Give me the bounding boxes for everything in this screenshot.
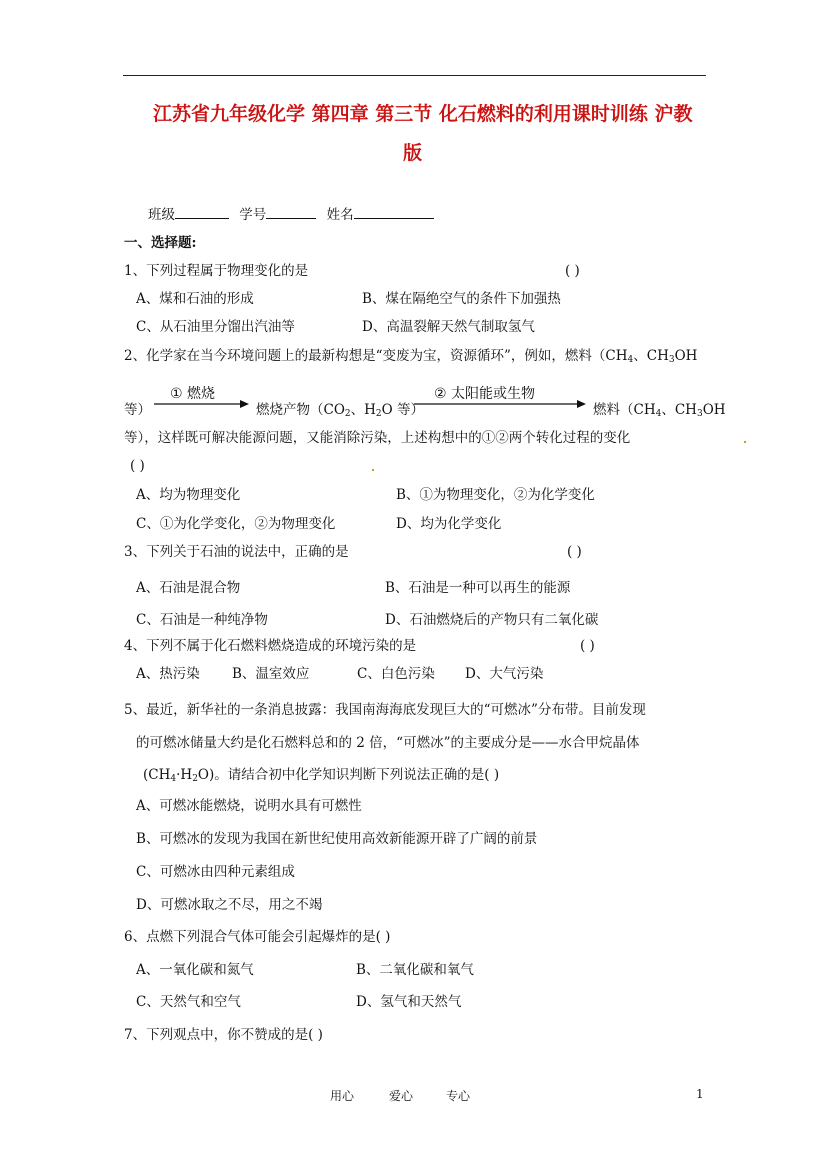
fuel-sub2: 3 (696, 409, 703, 419)
product-sub: 2 (344, 409, 351, 419)
q2-stem-end: 、CH (633, 348, 669, 364)
header-rule (123, 75, 706, 76)
product-text: 燃烧产物（CO (256, 402, 345, 418)
q2-stem-sub2: 3 (668, 355, 675, 365)
q5-l3-a: (CH (143, 767, 171, 783)
arrow-right-icon (154, 383, 249, 413)
name-label: 姓名 (326, 207, 354, 223)
q2-stem-sub: 4 (627, 355, 634, 365)
q5-option-b[interactable]: B、可燃冰的发现为我国在新世纪使用高效新能源开辟了广阔的前景 (136, 831, 538, 847)
q5-line2: 的可燃冰储量大约是化石燃料总和的 2 倍，“可燃冰”的主要成分是——水合甲烷晶体 (136, 735, 640, 751)
product-sub2: 2 (375, 409, 382, 419)
q5-l3-sub2: 2 (192, 774, 198, 784)
q3-stem: 3、下列关于石油的说法中，正确的是 (124, 544, 349, 560)
q5-l3-sub: 4 (170, 774, 177, 784)
q5-option-d[interactable]: D、可燃冰取之不尽，用之不竭 (136, 897, 323, 913)
q2-fuel (593, 401, 726, 423)
class-blank[interactable] (175, 205, 229, 219)
class-label: 班级 (148, 207, 175, 223)
q2-stem-text: 2、化学家在当今环境问题上的最新构想是“变废为宝，资源循环”，例如，燃料（CH (124, 348, 628, 364)
q2-stem (124, 347, 697, 369)
footer-motto-1: 用心 (330, 1089, 355, 1103)
q2-option-b[interactable]: B、①为物理变化，②为化学变化 (396, 487, 595, 503)
q6-option-b[interactable]: B、二氧化碳和氧气 (356, 962, 474, 978)
footer-motto-2: 爱心 (389, 1089, 414, 1103)
q6-option-c[interactable]: C、天然气和空气 (136, 994, 241, 1010)
q6-stem: 6、点燃下列混合气体可能会引起爆炸的是( ) (124, 929, 391, 945)
id-blank[interactable] (266, 205, 316, 219)
q5-option-c[interactable]: C、可燃冰由四种元素组成 (136, 864, 295, 880)
q7-stem: 7、下列观点中，你不赞成的是( ) (124, 1027, 323, 1043)
q2-line2-start: 等） (124, 402, 151, 418)
q3-answer-bracket[interactable]: ( ) (567, 544, 582, 560)
q4-option-b[interactable]: B、温室效应 (232, 666, 310, 682)
arrow2-label: ② 太阳能或生物 (434, 386, 536, 402)
fuel-sub: 4 (655, 409, 662, 419)
doc-title-line2: 版 (403, 142, 423, 164)
q4-option-c[interactable]: C、白色污染 (357, 666, 435, 682)
q1-stem: 1、下列过程属于物理变化的是 (124, 263, 309, 279)
q1-option-c[interactable]: C、从石油里分馏出汽油等 (136, 319, 295, 335)
q4-stem: 4、下列不属于化石燃料燃烧造成的环境污染的是 (124, 638, 417, 654)
student-info (148, 205, 434, 224)
q5-option-a[interactable]: A、可燃冰能燃烧，说明水具有可燃性 (136, 798, 362, 814)
q3-option-c[interactable]: C、石油是一种纯净物 (136, 612, 268, 628)
fuel-end: OH (702, 402, 726, 418)
q2-product (256, 401, 424, 423)
q3-option-b[interactable]: B、石油是一种可以再生的能源 (385, 580, 571, 596)
speck (372, 469, 374, 471)
q2-option-c[interactable]: C、①为化学变化，②为物理变化 (136, 516, 336, 532)
q5-line3 (143, 766, 499, 788)
q3-option-d[interactable]: D、石油燃烧后的产物只有二氧化碳 (385, 612, 599, 628)
product-mid: 、H (350, 402, 376, 418)
q1-answer-bracket[interactable]: ( ) (565, 263, 580, 279)
fuel-mid: 、CH (661, 402, 697, 418)
q3-option-a[interactable]: A、石油是混合物 (136, 580, 241, 596)
q5-l3-b: ·H (176, 767, 193, 783)
q1-option-a[interactable]: A、煤和石油的形成 (136, 291, 254, 307)
q2-arrow-2 (414, 383, 586, 413)
q2-arrow-1 (154, 383, 249, 413)
q5-line1: 5、最近，新华社的一条消息披露：我国南海海底发现巨大的“可燃冰”分布带。目前发现 (124, 702, 646, 718)
fuel-text: 燃料（CH (593, 402, 656, 418)
q2-option-d[interactable]: D、均为化学变化 (396, 516, 502, 532)
product-end: O 等） (381, 402, 425, 418)
id-label: 学号 (239, 207, 267, 223)
q2-answer-bracket[interactable]: ( ) (130, 458, 145, 474)
name-blank[interactable] (354, 205, 434, 219)
section-heading: 一、选择题: (124, 235, 197, 251)
arrow-right-icon (414, 383, 586, 413)
q6-option-d[interactable]: D、氢气和天然气 (356, 994, 462, 1010)
q4-answer-bracket[interactable]: ( ) (580, 638, 595, 654)
arrow1-label: ① 燃烧 (170, 386, 216, 402)
q5-l3-c: O)。请结合初中化学知识判断下列说法正确的是( ) (197, 767, 500, 783)
q4-option-d[interactable]: D、大气污染 (465, 666, 544, 682)
q2-line3: 等），这样既可解决能源问题，又能消除污染，上述构想中的①②两个转化过程的变化 (124, 430, 631, 446)
footer-motto-3: 专心 (446, 1089, 471, 1103)
q2-option-a[interactable]: A、均为物理变化 (136, 487, 241, 503)
speck (744, 441, 746, 443)
q4-option-a[interactable]: A、热污染 (136, 666, 200, 682)
page-number: 1 (696, 1087, 704, 1101)
q1-option-b[interactable]: B、煤在隔绝空气的条件下加强热 (362, 291, 561, 307)
doc-title-line1: 江苏省九年级化学 第四章 第三节 化石燃料的利用课时训练 沪教 (153, 103, 693, 125)
q1-option-d[interactable]: D、高温裂解天然气制取氢气 (362, 319, 535, 335)
q2-stem-end2: OH (674, 348, 698, 364)
q6-option-a[interactable]: A、一氧化碳和氮气 (136, 962, 254, 978)
